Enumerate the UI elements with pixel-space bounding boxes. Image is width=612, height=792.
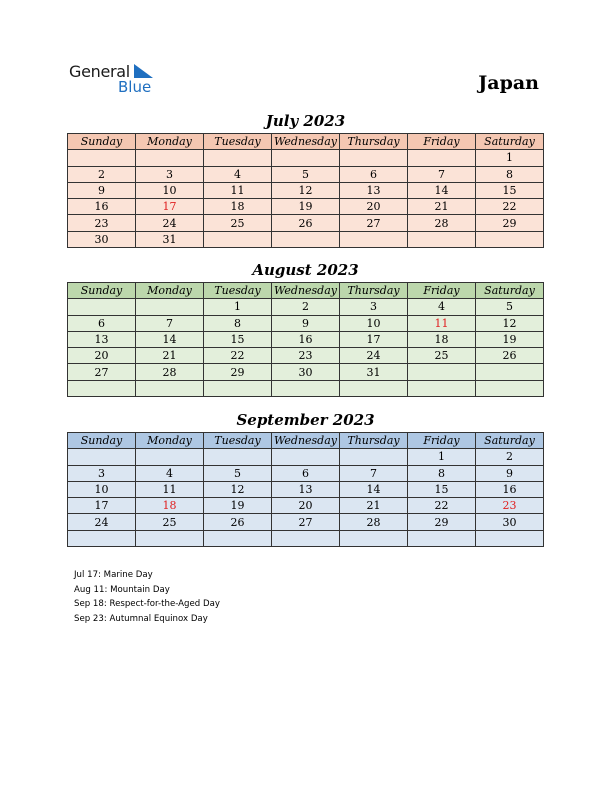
- day-cell: 2: [272, 299, 340, 315]
- week-row: [68, 348, 544, 364]
- day-cell: 21: [136, 348, 204, 364]
- weekday-header: Sunday: [68, 433, 136, 449]
- day-cell: 22: [204, 348, 272, 364]
- weekday-header: Friday: [408, 134, 476, 150]
- day-cell: 16: [68, 199, 136, 215]
- weekday-header: Friday: [408, 283, 476, 299]
- week-row: [68, 199, 544, 215]
- weekday-header-row: [68, 283, 544, 299]
- month-title-july: July 2023: [265, 112, 346, 130]
- day-cell: 26: [204, 514, 272, 530]
- day-cell: 8: [476, 166, 544, 182]
- weekday-header: Thursday: [340, 134, 408, 150]
- weekday-header: Sunday: [68, 134, 136, 150]
- day-cell: 20: [68, 348, 136, 364]
- day-cell: 8: [204, 315, 272, 331]
- day-cell: 3: [136, 166, 204, 182]
- day-cell: 20: [272, 498, 340, 514]
- weekday-header: Tuesday: [204, 283, 272, 299]
- day-cell: 3: [68, 465, 136, 481]
- weekday-header: Friday: [408, 433, 476, 449]
- day-cell: [68, 150, 136, 166]
- day-cell: 19: [476, 331, 544, 347]
- day-cell: 24: [136, 215, 204, 231]
- day-cell: 12: [204, 481, 272, 497]
- weekday-header: Tuesday: [204, 134, 272, 150]
- day-cell: 13: [272, 481, 340, 497]
- day-cell: 6: [272, 465, 340, 481]
- day-cell: 7: [408, 166, 476, 182]
- week-row: [68, 465, 544, 481]
- day-cell: [340, 449, 408, 465]
- week-row: [68, 231, 544, 247]
- day-cell: 18: [204, 199, 272, 215]
- weekday-header: Saturday: [476, 134, 544, 150]
- day-cell: 4: [136, 465, 204, 481]
- day-cell: [204, 380, 272, 396]
- day-cell: 15: [408, 481, 476, 497]
- day-cell: [272, 530, 340, 546]
- day-cell: 15: [204, 331, 272, 347]
- week-row: [68, 150, 544, 166]
- holiday-notes: [74, 568, 220, 627]
- day-cell: 29: [476, 215, 544, 231]
- day-cell: 9: [476, 465, 544, 481]
- week-row: [68, 215, 544, 231]
- day-cell: 16: [476, 481, 544, 497]
- day-cell: 5: [476, 299, 544, 315]
- weekday-header: Saturday: [476, 433, 544, 449]
- weekday-header: Thursday: [340, 283, 408, 299]
- day-cell: [340, 150, 408, 166]
- weekday-header: Wednesday: [272, 134, 340, 150]
- calendar-august: [67, 282, 544, 397]
- day-cell: 14: [408, 182, 476, 198]
- day-cell: 28: [340, 514, 408, 530]
- weekday-header: Tuesday: [204, 433, 272, 449]
- day-cell: [204, 150, 272, 166]
- weekday-header: Wednesday: [272, 283, 340, 299]
- day-cell: 1: [408, 449, 476, 465]
- weekday-header-row: [68, 433, 544, 449]
- day-cell: 2: [68, 166, 136, 182]
- day-cell: 2: [476, 449, 544, 465]
- day-cell: 28: [136, 364, 204, 380]
- day-cell: 23: [272, 348, 340, 364]
- day-cell: 12: [476, 315, 544, 331]
- day-cell: 9: [272, 315, 340, 331]
- day-cell: 3: [340, 299, 408, 315]
- holiday-note: Jul 17: Marine Day: [74, 570, 153, 580]
- weekday-header: Monday: [136, 134, 204, 150]
- month-title-september: September 2023: [236, 411, 375, 429]
- day-cell: 30: [68, 231, 136, 247]
- day-cell: 7: [340, 465, 408, 481]
- weekday-header: Sunday: [68, 283, 136, 299]
- country-title: Japan: [478, 72, 539, 94]
- day-cell: 30: [476, 514, 544, 530]
- holiday-note: Sep 23: Autumnal Equinox Day: [74, 614, 208, 625]
- calendar-september: [67, 432, 544, 547]
- day-cell: 19: [272, 199, 340, 215]
- month-title-august: August 2023: [252, 261, 359, 279]
- weekday-header: Thursday: [340, 433, 408, 449]
- day-cell: 26: [476, 348, 544, 364]
- weekday-header-row: [68, 134, 544, 150]
- day-cell: 29: [408, 514, 476, 530]
- holiday-note: Sep 18: Respect-for-the-Aged Day: [74, 599, 220, 610]
- week-row: [68, 530, 544, 546]
- day-cell: 26: [272, 215, 340, 231]
- day-cell: 24: [68, 514, 136, 530]
- day-cell: 29: [204, 364, 272, 380]
- holiday-day-cell: 18: [136, 498, 204, 514]
- day-cell: [68, 299, 136, 315]
- day-cell: 22: [408, 498, 476, 514]
- holiday-day-cell: 23: [476, 498, 544, 514]
- day-cell: [408, 530, 476, 546]
- day-cell: 9: [68, 182, 136, 198]
- day-cell: [272, 380, 340, 396]
- week-row: [68, 498, 544, 514]
- week-row: [68, 481, 544, 497]
- day-cell: 28: [408, 215, 476, 231]
- week-row: [68, 299, 544, 315]
- day-cell: [136, 380, 204, 396]
- day-cell: [272, 449, 340, 465]
- day-cell: [476, 231, 544, 247]
- weekday-header: Wednesday: [272, 433, 340, 449]
- day-cell: 10: [136, 182, 204, 198]
- holiday-day-cell: 17: [136, 199, 204, 215]
- day-cell: 14: [136, 331, 204, 347]
- day-cell: 21: [340, 498, 408, 514]
- day-cell: 31: [340, 364, 408, 380]
- day-cell: 11: [136, 481, 204, 497]
- day-cell: [272, 231, 340, 247]
- calendar-july: [67, 133, 544, 248]
- weekday-header: Monday: [136, 283, 204, 299]
- day-cell: [204, 449, 272, 465]
- day-cell: 18: [408, 331, 476, 347]
- day-cell: 11: [204, 182, 272, 198]
- day-cell: [68, 380, 136, 396]
- day-cell: 12: [272, 182, 340, 198]
- day-cell: 5: [204, 465, 272, 481]
- weekday-header: Monday: [136, 433, 204, 449]
- day-cell: 6: [68, 315, 136, 331]
- day-cell: 4: [408, 299, 476, 315]
- day-cell: 7: [136, 315, 204, 331]
- day-cell: [476, 530, 544, 546]
- day-cell: [476, 380, 544, 396]
- day-cell: 21: [408, 199, 476, 215]
- logo-triangle-icon: [134, 64, 153, 78]
- day-cell: 25: [408, 348, 476, 364]
- day-cell: [340, 231, 408, 247]
- week-row: [68, 182, 544, 198]
- week-row: [68, 315, 544, 331]
- day-cell: 8: [408, 465, 476, 481]
- day-cell: [340, 380, 408, 396]
- day-cell: 6: [340, 166, 408, 182]
- day-cell: [68, 449, 136, 465]
- day-cell: 23: [68, 215, 136, 231]
- logo: [69, 62, 169, 96]
- day-cell: 25: [136, 514, 204, 530]
- day-cell: 30: [272, 364, 340, 380]
- holiday-note: Aug 11: Mountain Day: [74, 584, 170, 595]
- day-cell: 27: [340, 215, 408, 231]
- day-cell: 24: [340, 348, 408, 364]
- day-cell: [136, 530, 204, 546]
- day-cell: 27: [272, 514, 340, 530]
- week-row: [68, 166, 544, 182]
- week-row: [68, 449, 544, 465]
- day-cell: [408, 150, 476, 166]
- day-cell: 31: [136, 231, 204, 247]
- day-cell: 5: [272, 166, 340, 182]
- day-cell: [136, 299, 204, 315]
- day-cell: [204, 231, 272, 247]
- day-cell: 13: [68, 331, 136, 347]
- weekday-header: Saturday: [476, 283, 544, 299]
- day-cell: 22: [476, 199, 544, 215]
- day-cell: [136, 449, 204, 465]
- day-cell: 27: [68, 364, 136, 380]
- day-cell: 17: [340, 331, 408, 347]
- day-cell: [408, 231, 476, 247]
- day-cell: [408, 364, 476, 380]
- day-cell: [136, 150, 204, 166]
- day-cell: [476, 364, 544, 380]
- week-row: [68, 380, 544, 396]
- day-cell: 25: [204, 215, 272, 231]
- day-cell: 14: [340, 481, 408, 497]
- week-row: [68, 331, 544, 347]
- day-cell: 15: [476, 182, 544, 198]
- week-row: [68, 514, 544, 530]
- day-cell: 16: [272, 331, 340, 347]
- logo-text-general: General: [69, 62, 130, 81]
- day-cell: 1: [204, 299, 272, 315]
- day-cell: 4: [204, 166, 272, 182]
- day-cell: [204, 530, 272, 546]
- day-cell: 13: [340, 182, 408, 198]
- logo-text-blue: Blue: [118, 78, 152, 96]
- week-row: [68, 364, 544, 380]
- day-cell: 19: [204, 498, 272, 514]
- holiday-day-cell: 11: [408, 315, 476, 331]
- day-cell: [68, 530, 136, 546]
- day-cell: [408, 380, 476, 396]
- day-cell: 10: [68, 481, 136, 497]
- day-cell: 10: [340, 315, 408, 331]
- day-cell: 17: [68, 498, 136, 514]
- day-cell: 20: [340, 199, 408, 215]
- day-cell: [340, 530, 408, 546]
- day-cell: 1: [476, 150, 544, 166]
- day-cell: [272, 150, 340, 166]
